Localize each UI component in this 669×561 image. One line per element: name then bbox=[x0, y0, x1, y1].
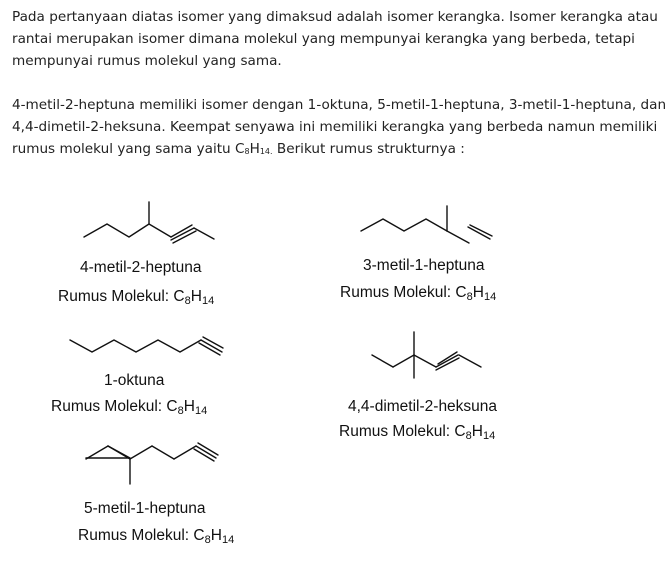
isomer-line: 4,4-dimetil-2-heksuna. Keempat senyawa ini memiliki kerangka yang berbeda namun memiliki bbox=[12, 119, 658, 135]
intro-paragraph bbox=[12, 6, 667, 72]
molecular-formula: Rumus Molekul: $C_8H_{14}$ bbox=[51, 398, 208, 417]
isomer-paragraph bbox=[12, 94, 667, 163]
isomer-line bbox=[12, 138, 667, 163]
isomer-line: 4-metil-2-heptuna memiliki isomer dengan 1-oktuna, 5-metil-1-heptuna, 3-metil-1-heptuna, dan bbox=[12, 97, 667, 113]
molecule-name: 3-metil-1-heptuna bbox=[363, 257, 485, 274]
structure-5-metil-1-heptuna bbox=[0, 0, 1, 1]
formula-text: Berikut rumus strukturnya : bbox=[272, 141, 465, 157]
molecule-name: 4,4-dimetil-2-heksuna bbox=[348, 398, 498, 415]
formula-text: rumus molekul yang sama yaitu C bbox=[12, 141, 245, 157]
intro-line: Pada pertanyaan diatas isomer yang dimaksud adalah isomer kerangka. Isomer kerangka atau bbox=[12, 9, 658, 25]
molecular-formula: Rumus Molekul: $C_8H_{14}$ bbox=[340, 284, 497, 303]
molecular-formula: Rumus Molekul: $C_8H_{14}$ bbox=[339, 423, 496, 442]
molecular-formula: Rumus Molekul: $C_8H_{14}$ bbox=[78, 527, 235, 546]
formula-subscript: 14. bbox=[259, 147, 273, 156]
molecule-name: 5-metil-1-heptuna bbox=[84, 500, 206, 517]
intro-line: mempunyai rumus molekul yang sama. bbox=[12, 53, 282, 69]
molecule-name: 4-metil-2-heptuna bbox=[80, 259, 202, 276]
intro-line: rantai merupakan isomer dimana molekul yang mempunyai kerangka yang berbeda, tetapi bbox=[12, 31, 635, 47]
molecular-formula: Rumus Molekul: $C_8H_{14}$ bbox=[58, 288, 215, 307]
formula-text: H bbox=[249, 141, 260, 157]
molecule-name: 1-oktuna bbox=[104, 372, 165, 389]
formula-subscript: 8 bbox=[244, 147, 250, 156]
